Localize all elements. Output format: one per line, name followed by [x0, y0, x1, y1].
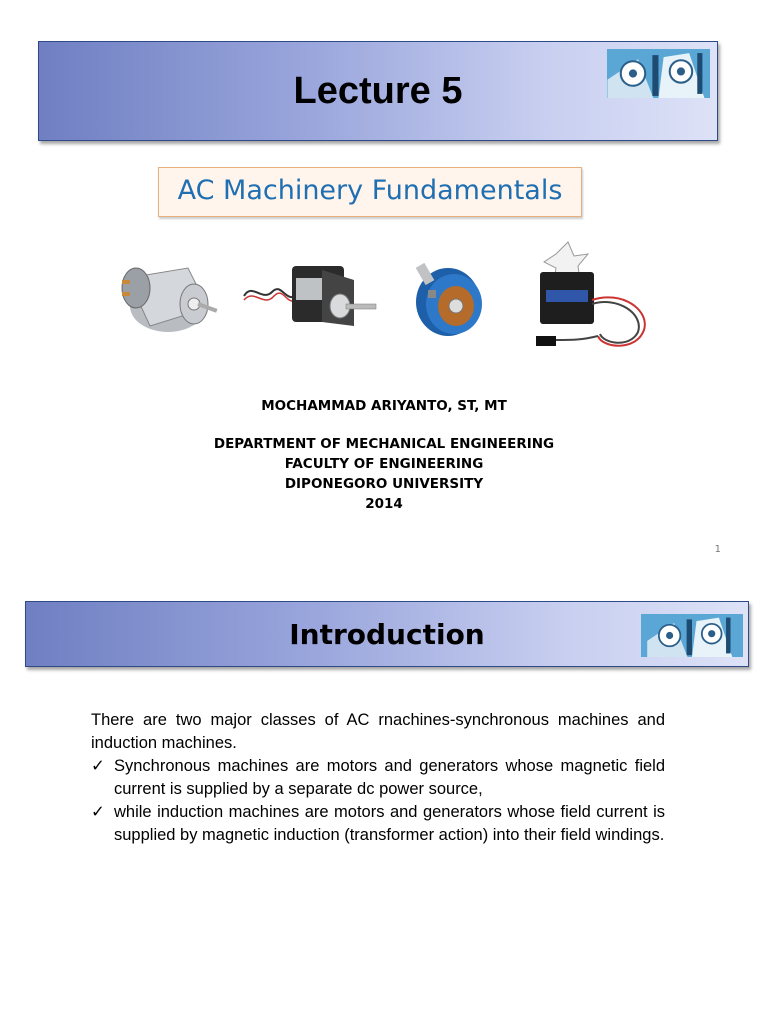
page-number: 1 [714, 544, 721, 555]
bullet-text: while induction machines are motors and generators whose field current is supplied by magnetic induction (transformer action) into their field windings. [114, 803, 665, 844]
year: 2014 [365, 496, 403, 512]
check-icon: ✓ [91, 803, 105, 821]
faculty-name: FACULTY OF ENGINEERING [284, 456, 484, 472]
bullet-list [91, 755, 665, 847]
stepper-motor-image [242, 252, 382, 342]
title-banner [38, 41, 718, 141]
intro-paragraph: There are two major classes of AC rnachines-synchronous machines and induction machines. [91, 711, 665, 752]
slide-2 [0, 572, 768, 1024]
slide-title: Introduction [289, 618, 485, 651]
university-logo-icon [607, 49, 710, 98]
list-item [91, 801, 665, 847]
slide-body [91, 709, 665, 847]
department-name: DEPARTMENT OF MECHANICAL ENGINEERING [213, 436, 555, 452]
dc-motor-image [108, 248, 224, 340]
brushless-motor-image [398, 250, 498, 344]
slide-title: Lecture 5 [293, 70, 463, 112]
bullet-text: Synchronous machines are motors and generators whose magnetic field current is supplied by a separate dc power source, [114, 757, 665, 798]
servo-motor-image [532, 240, 652, 358]
check-icon: ✓ [91, 757, 105, 775]
subtitle-box: AC Machinery Fundamentals [158, 167, 582, 217]
university-logo-icon [641, 614, 743, 657]
title-banner [25, 601, 749, 667]
university-name: DIPONEGORO UNIVERSITY [284, 476, 484, 492]
list-item [91, 755, 665, 801]
author-name: MOCHAMMAD ARIYANTO, ST, MT [261, 398, 507, 414]
affiliation-block [0, 434, 768, 514]
